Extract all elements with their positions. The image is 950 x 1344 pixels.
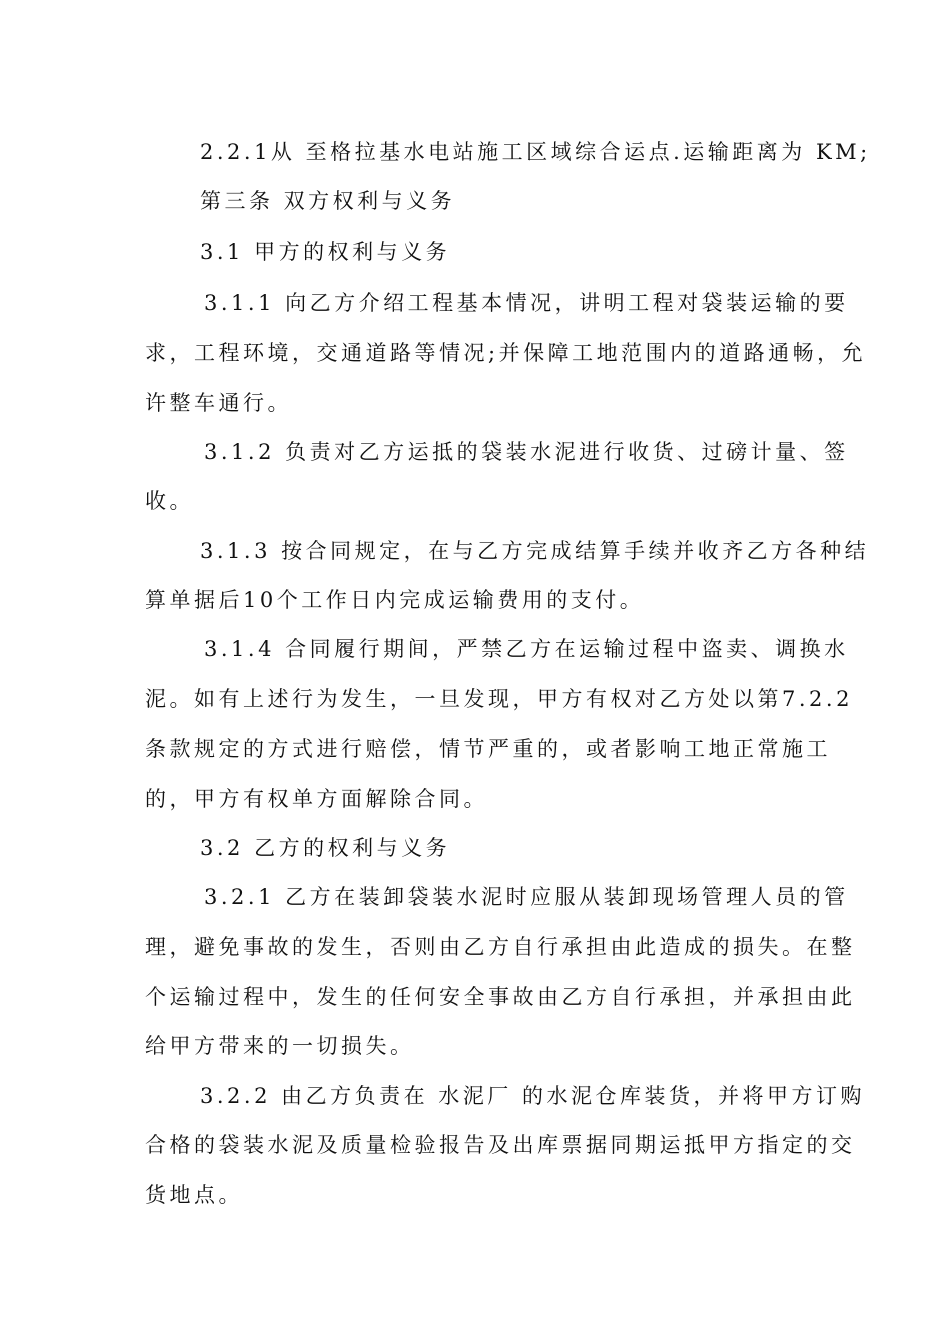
clause-3-1-2-line-1: 3.1.2 负责对乙方运抵的袋装水泥进行收货、过磅计量、签 xyxy=(204,440,849,464)
section-3-2-heading: 3.2 乙方的权利与义务 xyxy=(200,836,451,860)
clause-3-2-1-line-2: 理，避免事故的发生，否则由乙方自行承担由此造成的损失。在整 xyxy=(145,935,856,959)
clause-3-1-3-line-1: 3.1.3 按合同规定，在与乙方完成结算手续并收齐乙方各种结 xyxy=(200,539,870,563)
clause-2-2-1: 2.2.1从 至格拉基水电站施工区域综合运点.运输距离为 KM; xyxy=(200,140,871,164)
clause-3-1-3-line-2: 算单据后10个工作日内完成运输费用的支付。 xyxy=(145,588,645,612)
clause-3-1-4-line-3: 条款规定的方式进行赔偿，情节严重的，或者影响工地正常施工 xyxy=(145,737,831,761)
clause-3-2-1-line-1: 3.2.1 乙方在装卸袋装水泥时应服从装卸现场管理人员的管 xyxy=(204,885,849,909)
clause-3-1-1-line-2: 求，工程环境，交通道路等情况;并保障工地范围内的道路通畅，允 xyxy=(145,341,867,365)
clause-3-1-1-line-1: 3.1.1 向乙方介绍工程基本情况，讲明工程对袋装运输的要 xyxy=(204,291,849,315)
clause-3-2-2-line-3: 货地点。 xyxy=(145,1183,243,1207)
clause-3-1-4-line-2: 泥。如有上述行为发生，一旦发现，甲方有权对乙方处以第7.2.2 xyxy=(145,687,853,711)
clause-3-1-2-line-2: 收。 xyxy=(145,489,194,513)
clause-3-2-2-line-2: 合格的袋装水泥及质量检验报告及出库票据同期运抵甲方指定的交 xyxy=(145,1133,856,1157)
clause-3-2-1-line-3: 个运输过程中，发生的任何安全事故由乙方自行承担，并承担由此 xyxy=(145,985,856,1009)
clause-3-1-4-line-4: 的，甲方有权单方面解除合同。 xyxy=(145,787,488,811)
clause-3-2-2-line-1: 3.2.2 由乙方负责在 水泥厂 的水泥仓库装货，并将甲方订购 xyxy=(200,1084,865,1108)
clause-3-2-1-line-4: 给甲方带来的一切损失。 xyxy=(145,1034,415,1058)
clause-3-1-4-line-1: 3.1.4 合同履行期间，严禁乙方在运输过程中盗卖、调换水 xyxy=(204,637,849,661)
article-3-heading: 第三条 双方权利与义务 xyxy=(200,189,456,213)
clause-3-1-1-line-3: 许整车通行。 xyxy=(145,391,292,415)
section-3-1-heading: 3.1 甲方的权利与义务 xyxy=(200,240,451,264)
